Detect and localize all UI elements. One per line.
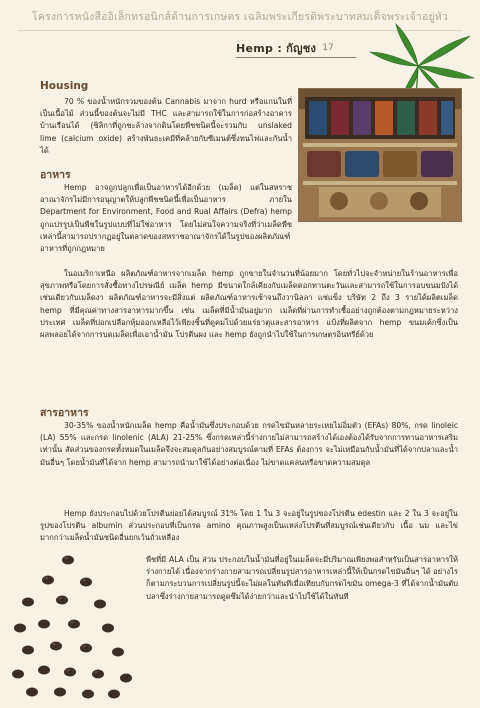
hemp-seeds-image: [8, 540, 138, 700]
series-header: โครงการหนังสืออิเล็กทรอนิกส์ด้านการเกษตร เฉลิมพระเกียรติพระบาทสมเด็จพระเจ้าอยู่หัว: [31, 11, 449, 23]
photo-hemp-textiles: [298, 88, 462, 222]
heading-food: อาหาร: [40, 169, 71, 181]
paragraph-nutrition-2: Hemp ยังประกอบไปด้วยโปรตีนย่อยได้สมบูรณ์ 31% โดย 1 ใน 3 จะอยู่ในรูปของโปรตีน edestin และ 2 ใน 3 จะอยู่ในรูปของโปรตีน albumin ส่วนประกอบที่เป็นกรด amino คุณภาพสูงเป็นแหล่งโปรตีนที่สมบูรณ์เช่นเดียวกับ เนื้อ นม และไข่ มากกว่าเมล็ดน้ำมันชนิดอื่นยกเว้นถั่วเหลือง: [40, 509, 458, 543]
heading-housing: Housing: [40, 80, 89, 92]
paragraph-food-2: ในอเมริกาเหนือ ผลิตภัณฑ์อาหารจากเมล็ด hemp ถูกขายในจำนวนที่น้อยมาก โดยทั่วไปจะจำหน่ายในร้านอาหารเพื่อสุขภาพหรือโดยการสั่งซื้อทางไปรษณีย์ เมล็ด hemp มีขนาดใกล้เคียงกับเมล็ดดอกทานตะวันและสามารถใช้ในการอบขนมปังได้เช่นเดียวกับเมล็ดงา ผลิตภัณฑ์อาหารจะมีสิ่งแต่ ผลิตภัณฑ์อาหารเช้าจนถึงวานิลลา แช่แข็ง บริษัท 2 ถึง 3 รายได้ผลิตเมล็ด hemp ที่มีคุณค่าทางสารอาหารมากขึ้น เช่น เมล็ดที่มีน้ำมันอยู่มาก เมล็ดที่ผ่านการทำเชื้ออย่างถูกต้องตามกฎหมายระหว่างประเทศ เมล็ดที่ปอกเปลือกหุ้มออกเหลือไว้เพียงชิ้นที่ดูคมไปด้วยแร่ธาตุและสารอาหาร แป้งที่ผลิตจาก hemp ขนมเค้กซึ่งเป็นผลพลอยได้จากการบดเมล็ดเพื่อเอาน้ำมัน โปรตีนผง และ hemp ยังถูกนำไปใช้ในการเกษตรอินทรีย์ด้วย: [40, 269, 458, 340]
page-number: 17: [322, 43, 334, 53]
paragraph-nutrition-1: 30-35% ของน้ำหนักเมล็ด hemp คือน้ำมันซึ่งประกอบด้วย กรดไขมันหลายระเหยไม่อิ่มตัว (EFAs) 80%, กรด linoleic (LA) 55% และกรด linolenic (ALA) 21-25% ซึ่งกรดเหล่านี้ร่างกายไม่สามารถสร้างได้เองต้องได้รับจากการทานอาหารเสริมเท่านั้น สัดส่วนของกรดทั้งหมดในเมล็ดจึงจะสมดุลกันอย่างสมบูรณ์ตามที่ EFAs ต้องการ จะไม่เหมือนกับน้ำมันที่ได้จากปลาและน้ำมันอื่นๆ โดยน้ำมันที่ได้จาก hemp สามารถนำมาใช้ได้อย่างต่อเนื่อง ไม่ขาดแคลนหรือขาดความสมดุล: [40, 421, 458, 467]
paragraph-nutrition-3: พืชที่มี ALA เป็น ส่วน ประกอบในน้ำมันที่อยู่ในเมล็ดจะมีปริมาณเพียงพอสำหรับเป็นสารอาหารให้ร่างกายได้ เนื่องจากร่างกายสามารถเปลี่ยนรูปสารอาหารเหล่านี้ให้เป็นกรดไขมันอื่นๆ ได้ อย่างไรก็ตามกระบวนการเปลี่ยนรูปนี้จะไม่ผลในทันทีเมื่อเทียบกับกรดไขมัน omega-3 ที่ได้จากน้ำมันตับปลาซึ่งร่างกายสามารถดูดซึมได้ง่ายกว่าและนำไปใช้ได้ในทันที: [146, 555, 458, 601]
paragraph-housing: 70 % ของน้ำหนักรวมของต้น Cannabis มาจาก hurd หรือแกนในที่เป็นเนื้อไม้ ส่วนนี้ของต้นจะไม่มี THC และสามารถใช้ในการก่อสร้างอาคารบ้านเรือนได้ (ซิลิกาที่ถูกชะล้างจากดินโดยพืชชนิดนี้จะรวมกับ unslaked lime (calcium oxide) สร้างพันธะเคมีที่คล้ายกับซีเมนต์ซึ่งทนไฟและกันน้ำได้: [40, 97, 292, 155]
heading-nutrition: สารอาหาร: [40, 407, 89, 419]
title-underline: [236, 57, 356, 58]
paragraph-food-1: Hemp อาจถูกปลูกเพื่อเป็นอาหารได้อีกด้วย (เมล็ด) แต่ในสหราชอาณาจักรไม่มีการอนุญาตให้ปลูกพืชชนิดนี้เพื่อเป็นอาหาร ภายใน Department for Environment, Food and Rual Affairs (Defra) hemp ถูกแปรรูปเป็นพืชในรูปแบบที่ไม่ใช่อาหาร โดยไม่สนใจความจริงที่ว่าเมล็ดพืชเหล่านี้สามารถปรากฏอยู่ในตลาดของสหราชอาณาจักรได้ในรูปของผลิตภัณฑ์อาหารที่ถูกกฎหมาย: [40, 183, 292, 254]
section-title: Hemp : กัญชง: [236, 42, 317, 55]
section-title-bar: [236, 42, 334, 54]
